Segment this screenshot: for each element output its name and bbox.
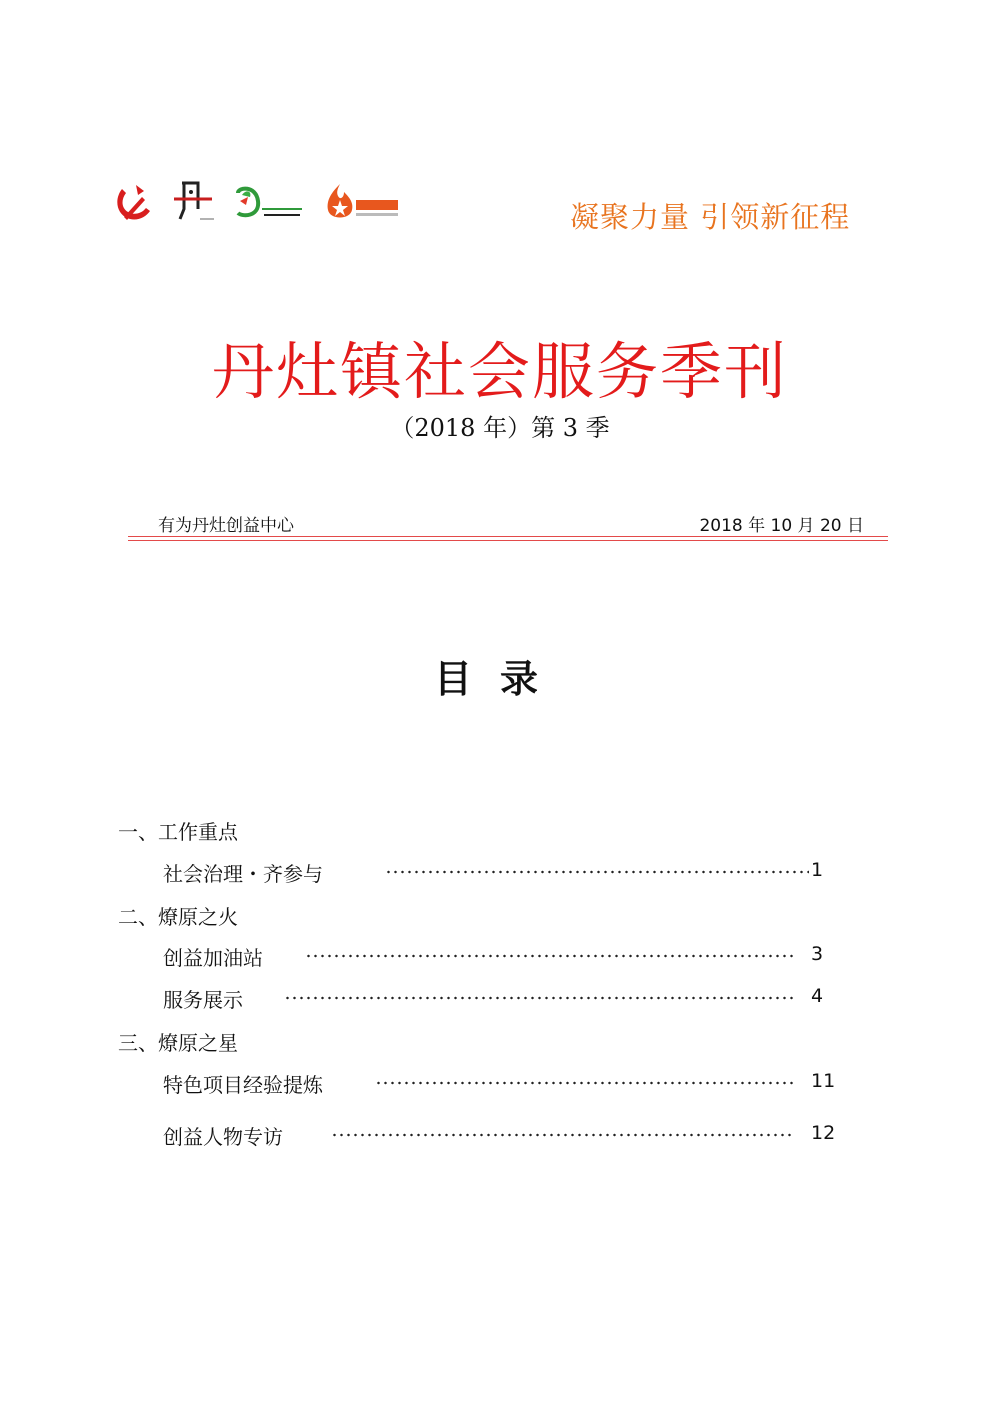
toc-page-number: 1	[811, 859, 824, 881]
publisher-name: 有为丹灶创益中心	[158, 516, 294, 536]
toc-page-number: 3	[811, 943, 824, 965]
toc-section-title: 二、燎原之火	[118, 905, 238, 929]
header-rule-bottom	[128, 540, 888, 541]
toc-section-title: 一、工作重点	[118, 820, 238, 844]
toc-leader-dots	[331, 1133, 795, 1137]
header-slogan: 凝聚力量 引领新征程	[570, 200, 851, 234]
toc-entry[interactable]: 创益加油站	[163, 946, 263, 970]
page-title: 丹灶镇社会服务季刊	[211, 335, 788, 408]
toc-page-number: 4	[811, 985, 824, 1007]
toc-entry[interactable]: 社会治理・齐参与	[163, 862, 323, 886]
toc-entry[interactable]: 服务展示	[163, 988, 243, 1012]
toc-entry[interactable]: 创益人物专访	[163, 1125, 283, 1149]
toc-leader-dots	[305, 954, 795, 958]
youwei-fund-logo-icon	[234, 183, 306, 223]
toc-leader-dots	[385, 870, 809, 874]
logo-strip	[112, 178, 402, 228]
pengxing-social-work-logo-icon	[322, 182, 402, 224]
toc-leader-dots	[284, 996, 795, 1000]
toc-page-number: 11	[811, 1070, 836, 1092]
party-emblem-icon	[112, 181, 156, 225]
issue-subtitle: （2018 年）第 3 季	[390, 414, 610, 442]
toc-section-title: 三、燎原之星	[118, 1031, 238, 1055]
toc-page-number: 12	[811, 1122, 836, 1144]
toc-leader-dots	[375, 1081, 795, 1085]
toc-entry[interactable]: 特色项目经验提炼	[163, 1073, 323, 1097]
header-rule-top	[128, 536, 888, 537]
dan-logo-icon	[172, 179, 218, 227]
publish-date: 2018 年 10 月 20 日	[699, 516, 864, 536]
toc-heading: 目录	[433, 657, 566, 701]
